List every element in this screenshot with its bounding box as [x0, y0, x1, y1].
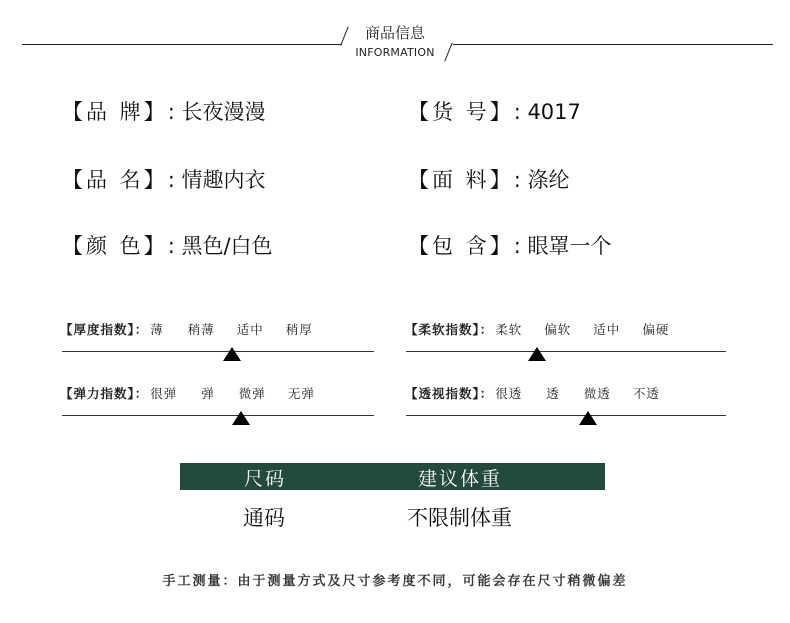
- page-title: 商品信息: [364, 24, 425, 42]
- info-fabric-value: : 涤纶: [513, 168, 570, 192]
- size-value: 通码: [243, 506, 285, 530]
- scale-elasticity-marker: [232, 411, 250, 425]
- size-header: 尺码: [244, 468, 287, 490]
- info-brand-label: 【品 牌】: [62, 100, 168, 124]
- info-includes-label: 【包 含】: [408, 234, 514, 258]
- scale-transparency-marker: [579, 411, 597, 425]
- scale-thickness-option: 适中: [236, 322, 264, 337]
- scale-elasticity-option: 弹: [201, 386, 215, 401]
- info-includes-value: : 眼罩一个: [513, 234, 612, 258]
- scale-softness-option: 偏硬: [642, 322, 670, 337]
- header-rule-right: [453, 44, 773, 45]
- scale-thickness-option: 稍薄: [187, 322, 215, 337]
- scale-elasticity: [60, 384, 315, 402]
- info-brand-value: : 长夜漫漫: [167, 100, 266, 124]
- info-item-no: [408, 96, 581, 126]
- scale-softness-option: 适中: [593, 322, 621, 337]
- scale-thickness: [60, 320, 313, 338]
- info-name-label: 【品 名】: [62, 168, 168, 192]
- scale-transparency-line: [406, 415, 726, 416]
- scale-softness-line: [406, 351, 726, 352]
- scale-softness-option: 柔软: [495, 322, 523, 337]
- page-subtitle: INFORMATION: [355, 46, 435, 59]
- scale-thickness-line: [62, 351, 374, 352]
- measurement-note: 手工测量：由于测量方式及尺寸参考度不同，可能会存在尺寸稍微偏差: [162, 574, 628, 589]
- scale-thickness-marker: [223, 347, 241, 361]
- scale-softness-label: 【柔软指数】：: [405, 322, 494, 337]
- info-item-no-label: 【货 号】: [408, 100, 514, 124]
- scale-transparency: [405, 384, 660, 402]
- scale-elasticity-label: 【弹力指数】：: [60, 386, 149, 401]
- scale-elasticity-option: 很弹: [150, 386, 178, 401]
- weight-header: 建议体重: [418, 468, 503, 490]
- scale-elasticity-option: 无弹: [287, 386, 315, 401]
- scale-transparency-option: 微透: [583, 386, 611, 401]
- info-color-label: 【颜 色】: [62, 234, 168, 258]
- info-name: [62, 164, 265, 194]
- info-color-value: : 黑色/白色: [167, 234, 273, 258]
- scale-transparency-option: 透: [546, 386, 560, 401]
- scale-softness: [405, 320, 669, 338]
- scale-thickness-option: 薄: [150, 322, 164, 337]
- scale-softness-option: 偏软: [544, 322, 572, 337]
- scale-thickness-option: 稍厚: [285, 322, 313, 337]
- info-fabric: [408, 164, 569, 194]
- scale-elasticity-line: [62, 415, 374, 416]
- scale-transparency-option: 很透: [495, 386, 523, 401]
- info-includes: [408, 230, 611, 260]
- scale-thickness-label: 【厚度指数】：: [60, 322, 149, 337]
- info-name-value: : 情趣内衣: [167, 168, 266, 192]
- scale-elasticity-option: 微弹: [238, 386, 266, 401]
- weight-value: 不限制体重: [407, 506, 512, 530]
- header-rule-left: [22, 44, 342, 45]
- info-item-no-value: : 4017: [513, 100, 581, 124]
- scale-softness-marker: [528, 347, 546, 361]
- info-brand: [62, 96, 265, 126]
- scale-transparency-label: 【透视指数】：: [405, 386, 494, 401]
- info-fabric-label: 【面 料】: [408, 168, 514, 192]
- info-color: [62, 230, 273, 260]
- scale-transparency-option: 不透: [632, 386, 660, 401]
